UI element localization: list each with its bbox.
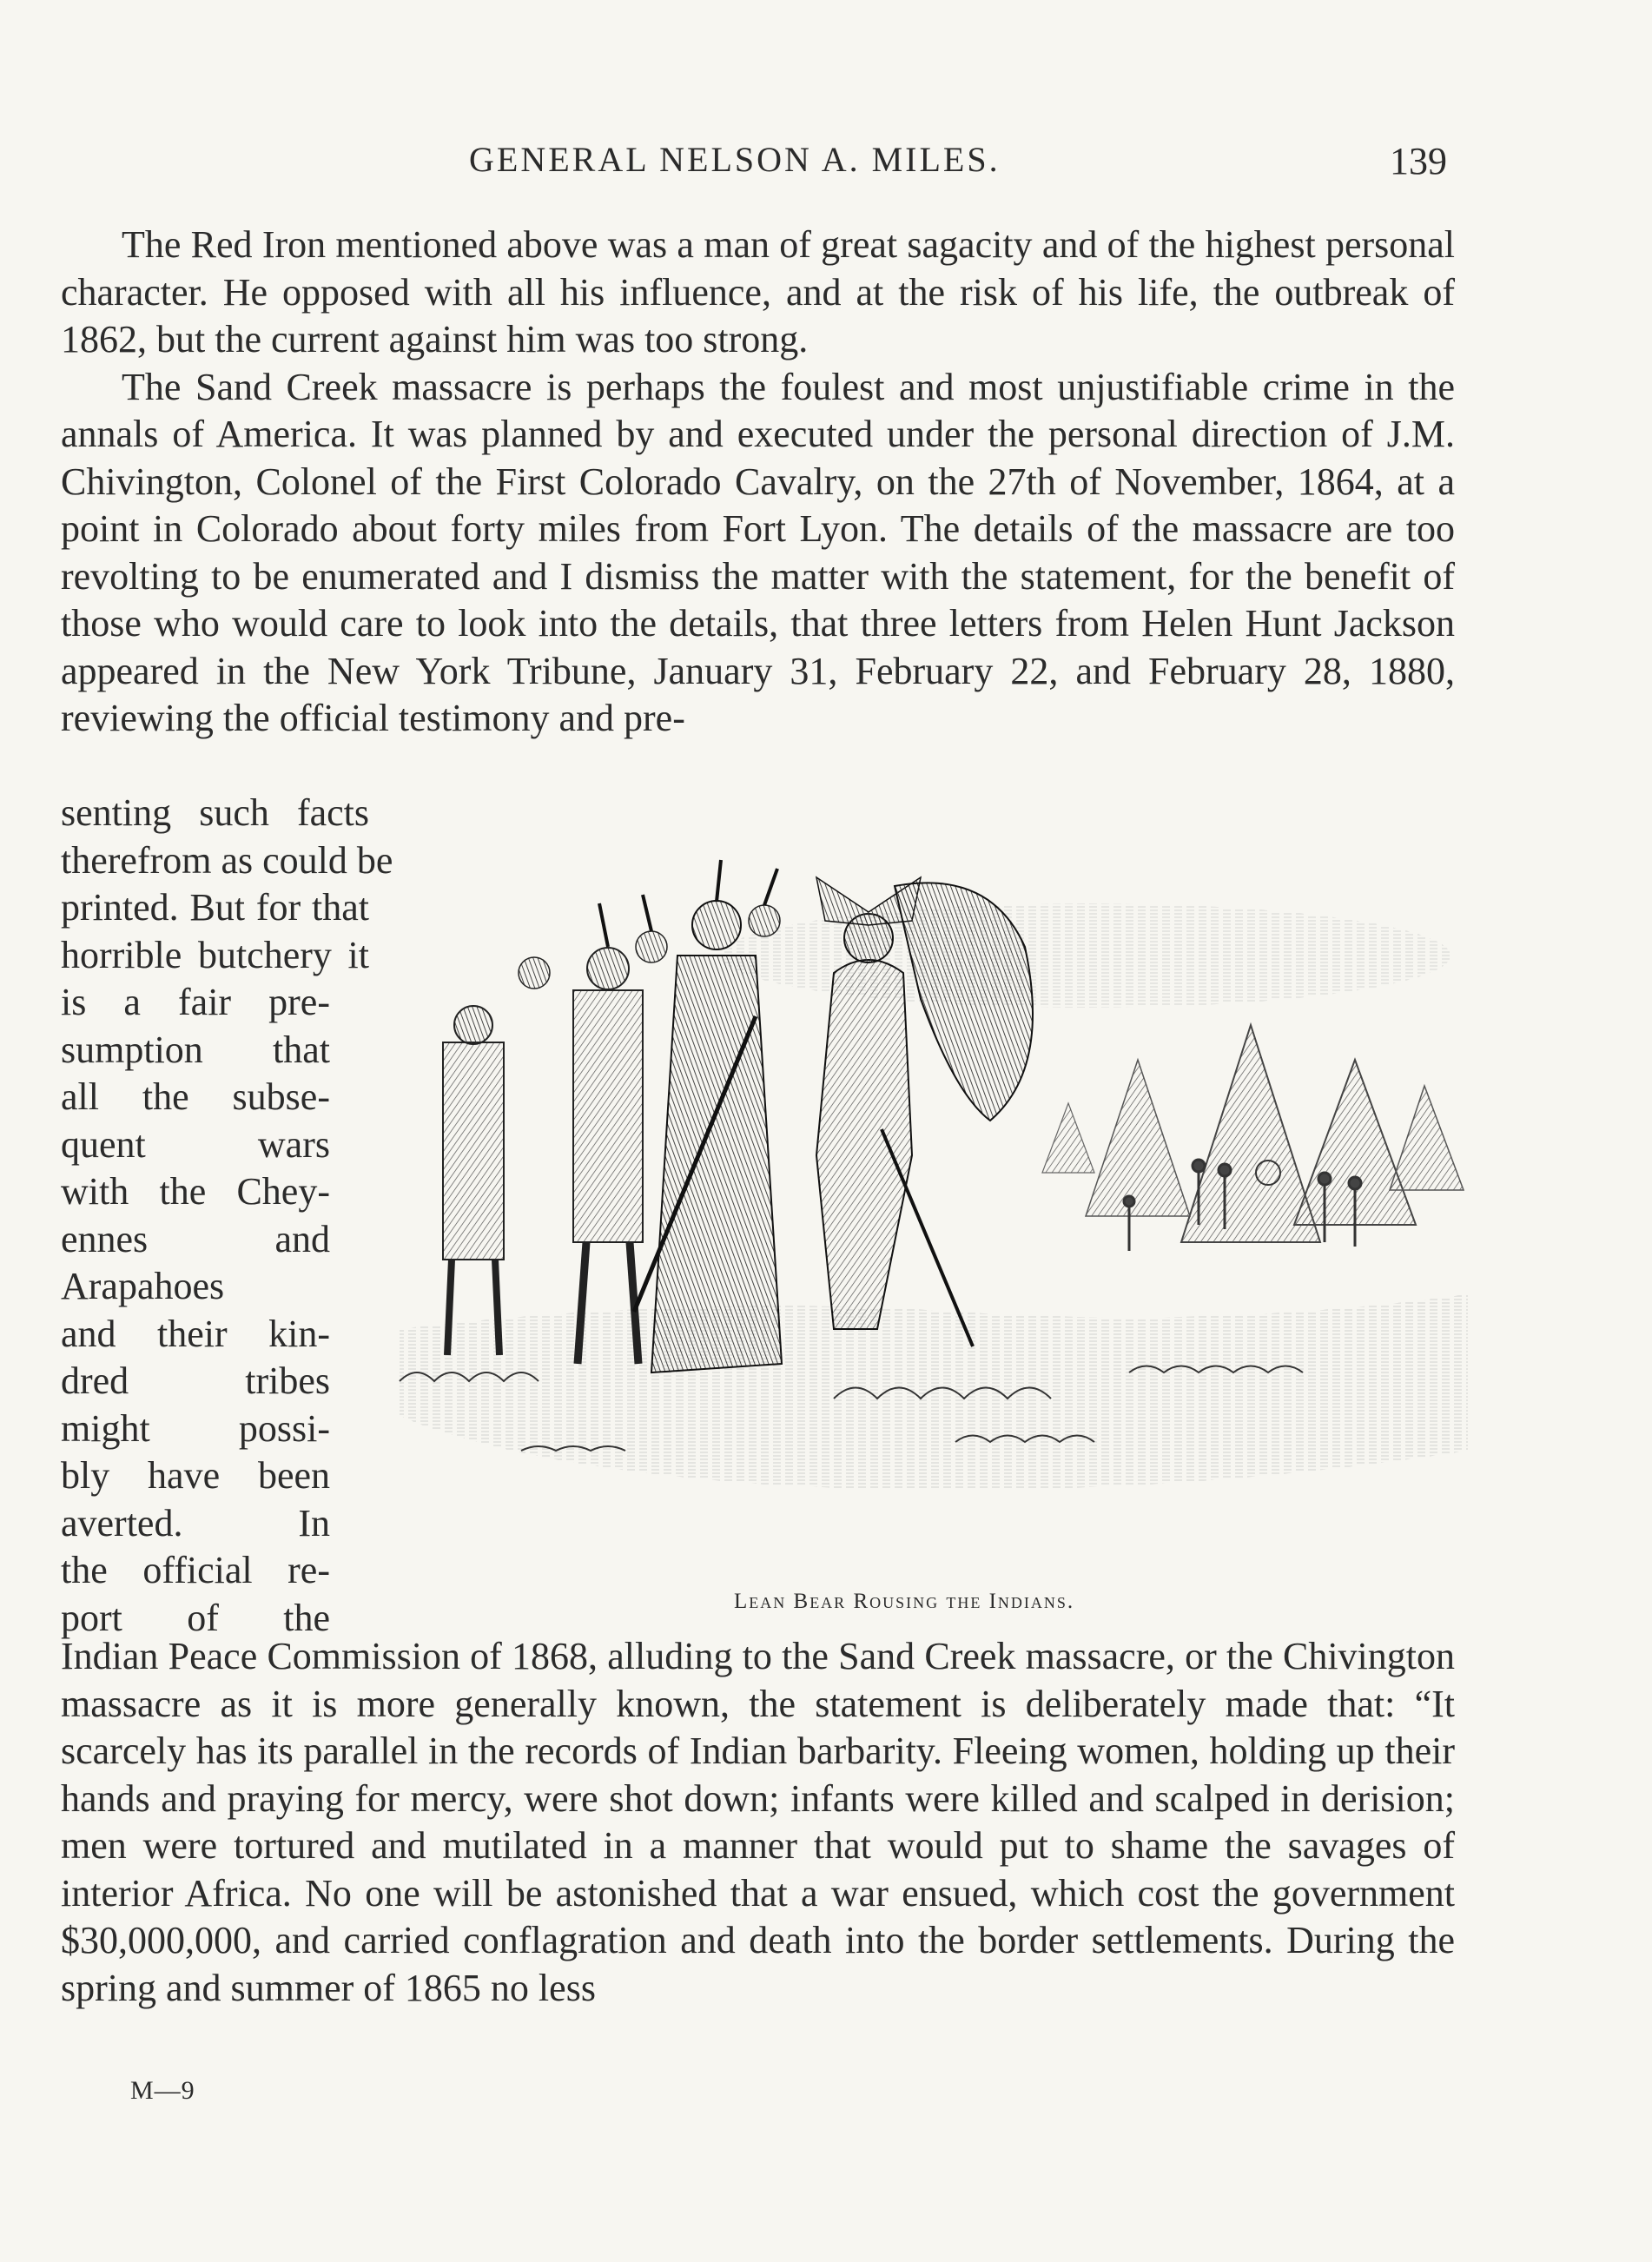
ground-shading — [400, 1294, 1468, 1490]
warrior-group — [443, 860, 1033, 1372]
wrap-line: bly have been — [61, 1454, 330, 1497]
wrap-line: the official re- — [61, 1549, 330, 1591]
wrap-line: senting such facts — [61, 791, 369, 834]
bottom-text-block — [61, 1633, 1455, 2012]
wrap-line: is a fair pre- — [61, 981, 330, 1023]
wrap-line: printed. But for that — [61, 886, 369, 929]
wrap-line: and their kin- — [61, 1312, 330, 1355]
wrap-line: therefrom as could be — [61, 838, 393, 882]
engraving-drawing — [347, 843, 1477, 1581]
wrap-line: sumption that — [61, 1028, 330, 1071]
wrap-line: horrible butchery it — [61, 933, 369, 976]
wrap-line: quent wars — [61, 1122, 330, 1166]
signature-mark: M—9 — [130, 2076, 195, 2105]
wrap-line: might possi- — [61, 1406, 330, 1450]
wrap-line: port of the — [61, 1596, 330, 1639]
wrap-line: ennes and — [61, 1217, 330, 1260]
wrap-line: with the Chey- — [61, 1170, 330, 1213]
tipi-camp — [1042, 1025, 1464, 1242]
paragraph-red-iron: The Red Iron mentioned above was a man of great sagacity and of the highest personal character. He opposed with all his influence, and at the risk of his life, the outbreak of 1862, but the current against him was too strong. — [61, 223, 1455, 360]
running-title: GENERAL NELSON A. MILES. — [469, 140, 1001, 179]
running-head — [0, 139, 1652, 191]
figure-caption: Lean Bear Rousing the Indians. — [734, 1590, 1075, 1613]
wrap-line: Arapahoes — [61, 1265, 225, 1307]
wrap-line: all the subse- — [61, 1075, 330, 1118]
wrap-line: dred tribes — [61, 1359, 330, 1402]
top-text-block — [61, 222, 1455, 743]
paragraph-peace-commission: Indian Peace Commission of 1868, alluding to the Sand Creek massacre, or the Chivington massacre as it is more generally known, the statement is deliberately made that: “It scarcely has its parallel in the records of Indian barbarity. Fleeing women, holding up their hands and praying for mercy, were shot down; infants were killed and scalped in derision; men were tortured and mutilated in a manner that would put to shame the savages of interior Africa. No one will be astonished that a war ensued, which cost the government $30,000,000, and carried conflagration and death into the border settlements. During the spring and summer of 1865 no less — [61, 1635, 1455, 2009]
wrap-line: averted. In — [61, 1501, 330, 1544]
engraving-illustration — [347, 843, 1477, 1581]
paragraph-sand-creek: The Sand Creek massacre is perhaps the foulest and most unjustifiable crime in the annals of America. It was planned by and executed under the personal direction of J.M. Chivington, Colonel of the First Colorado Cavalry, on the 27th of November, 1864, at a point in Colorado about forty miles from Fort Lyon. The details of the massacre are too revolting to be enumerated and I dismiss the matter with the statement, for the benefit of those who would care to look into the details, that three letters from Helen Hunt Jackson appeared in the New York Tribune, January 31, February 22, and February 28, 1880, reviewing the official testimony and pre- — [61, 365, 1455, 739]
page-number: 139 — [1390, 140, 1447, 182]
